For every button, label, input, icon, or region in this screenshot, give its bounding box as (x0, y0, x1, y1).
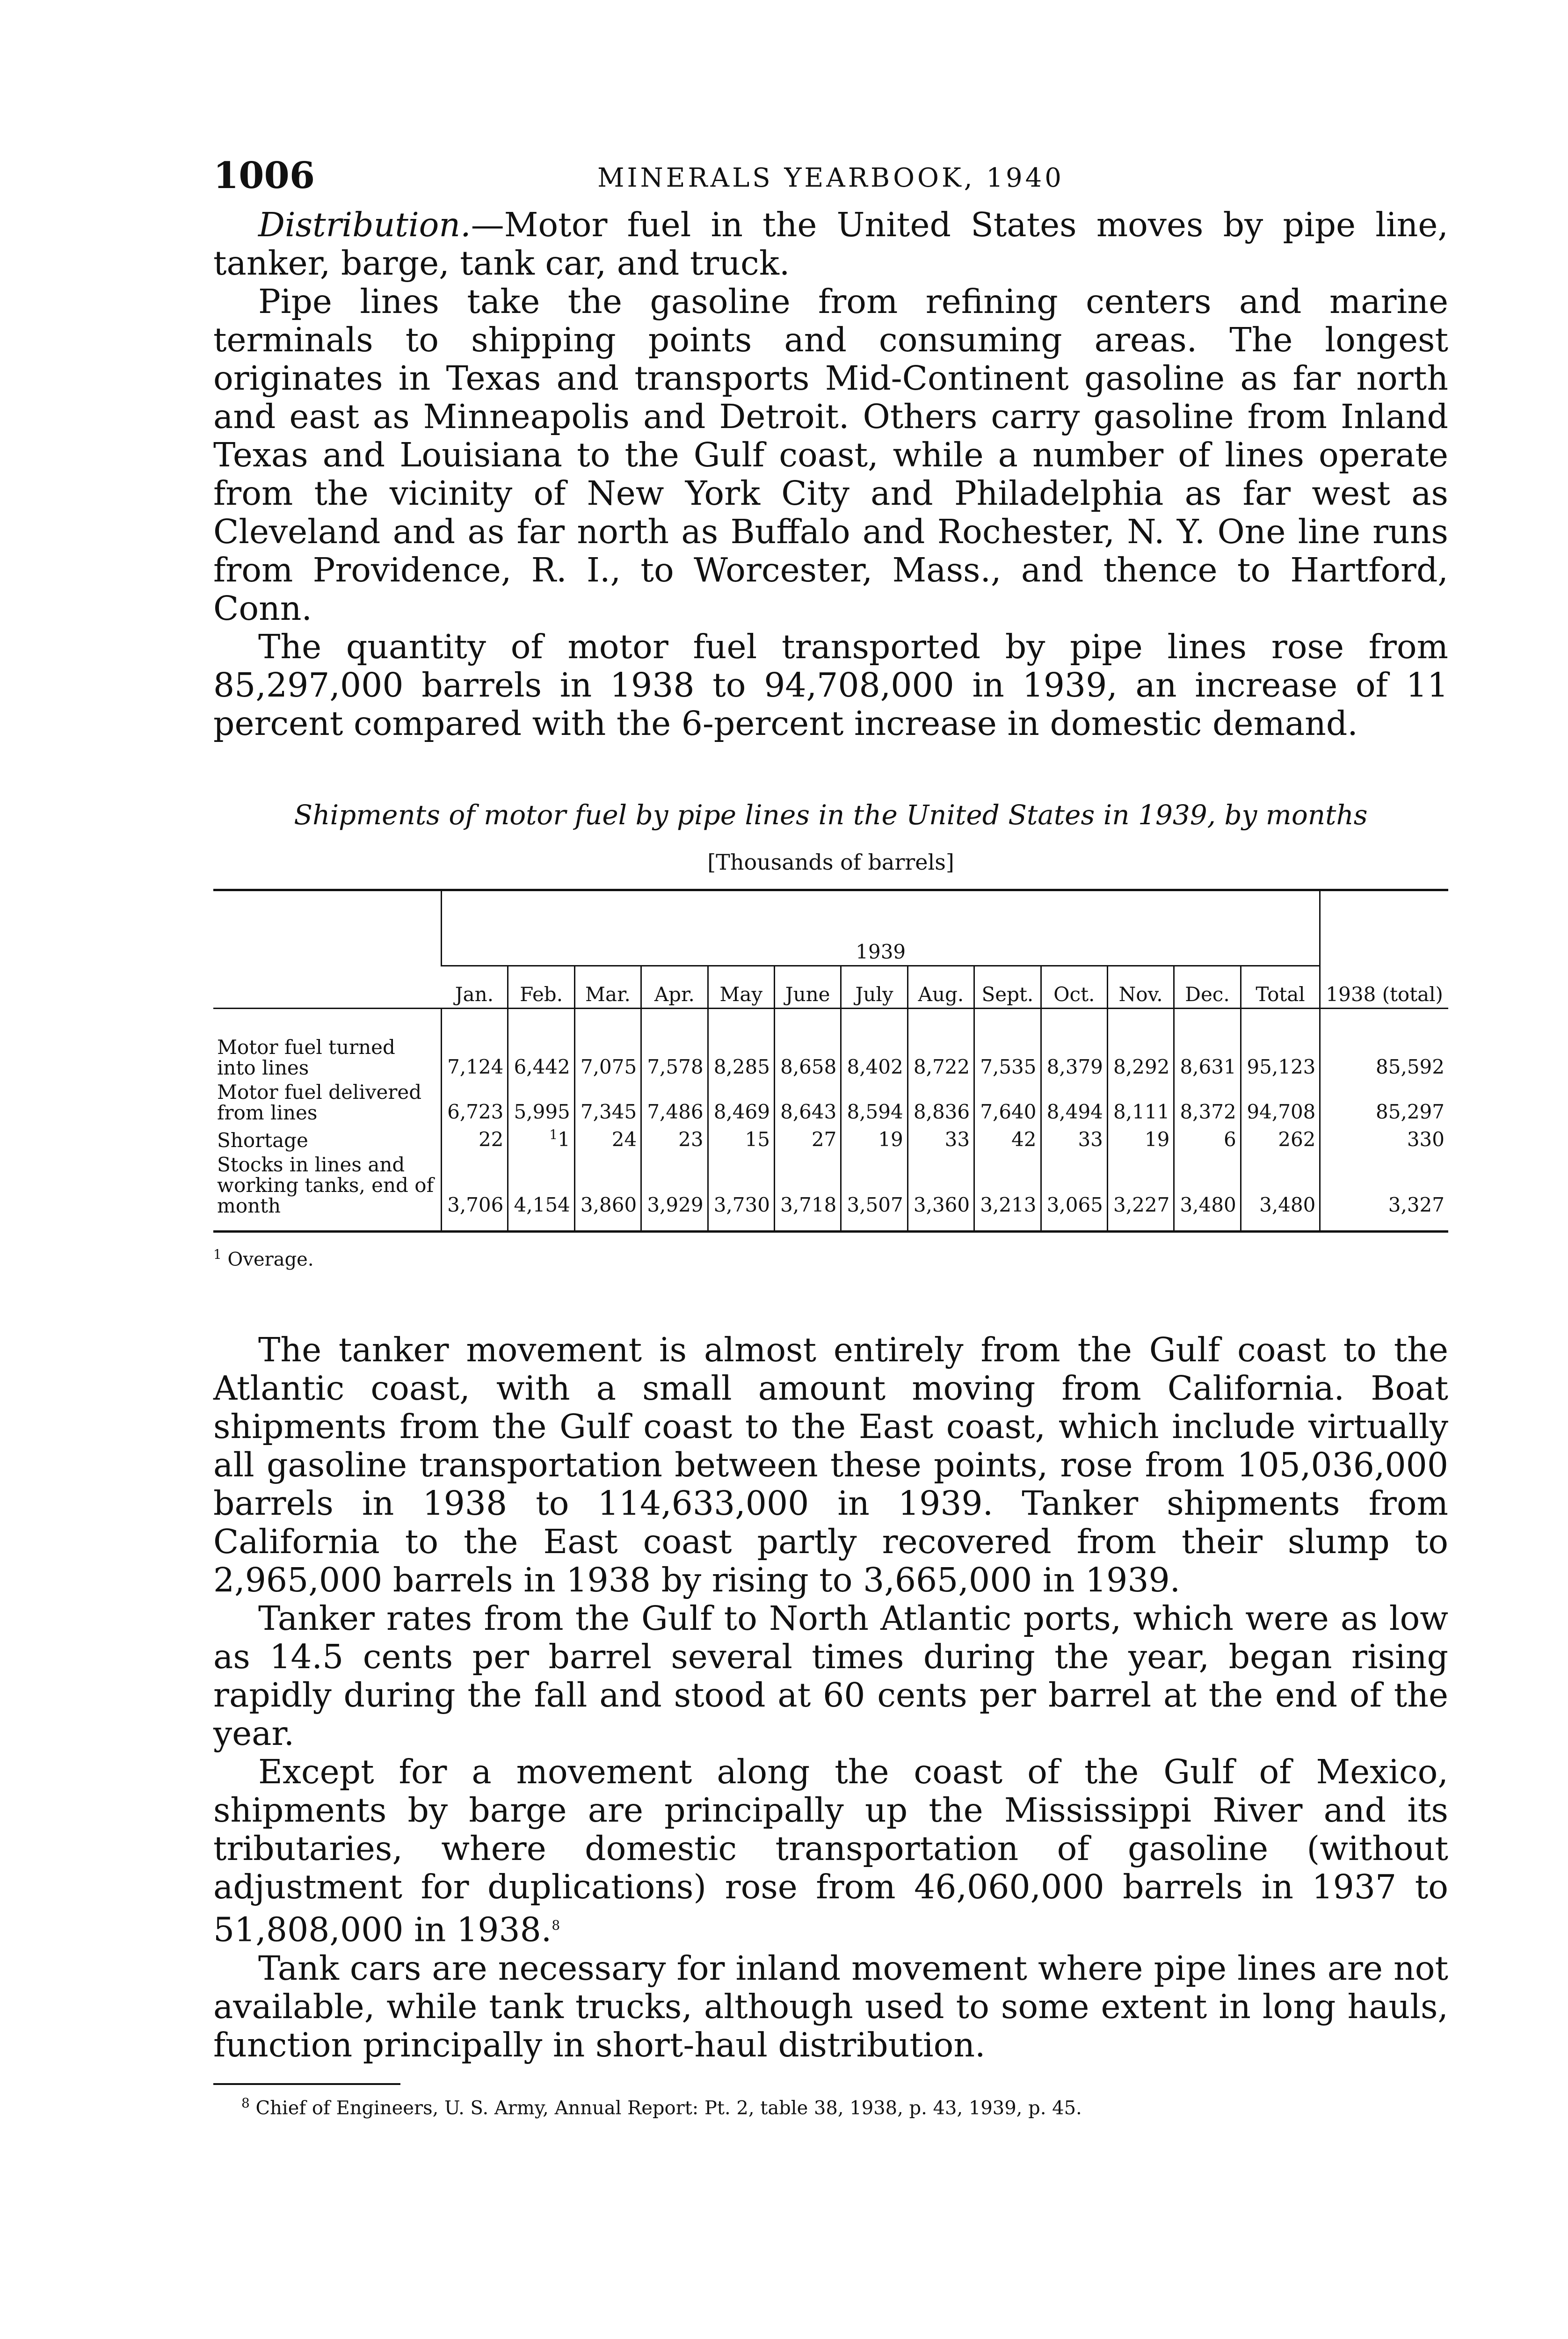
table-cell: 15 (708, 1125, 774, 1153)
table-cell: 19 (1107, 1125, 1174, 1153)
table-cell: 42 (974, 1125, 1041, 1153)
table-cell: 8,469 (708, 1080, 774, 1125)
table-cell (508, 1125, 574, 1153)
page-number: 1006 (213, 154, 315, 197)
table-cell: 22 (442, 1125, 508, 1153)
table-cell: 23 (641, 1125, 708, 1153)
table-cell: 8,285 (708, 1009, 774, 1081)
row-label: Shortage (217, 1129, 308, 1152)
table-cell: 3,706 (442, 1153, 508, 1232)
table-cell: 8,111 (1107, 1080, 1174, 1125)
table-cell: 8,372 (1174, 1080, 1241, 1125)
table-cell: 3,730 (708, 1153, 774, 1232)
table-cell: 8,379 (1041, 1009, 1107, 1081)
table-cell: 85,592 (1320, 1009, 1448, 1081)
row-label: Motor fuel delivered from lines (217, 1081, 422, 1124)
row-label: Stocks in lines and working tanks, end of month (213, 1153, 442, 1232)
table-row (213, 1153, 1448, 1232)
table-cell: 27 (774, 1125, 841, 1153)
footnote-text: Chief of Engineers, U. S. Army, Annual Report: Pt. 2, table 38, 1938, p. 43, 1939, p. 45. (255, 2097, 1082, 2119)
table-cell: 7,486 (641, 1080, 708, 1125)
column-header: Nov. (1107, 966, 1174, 1009)
table-cell: 4,154 (508, 1153, 574, 1232)
table-cell: 95,123 (1241, 1009, 1320, 1081)
running-head (213, 154, 1448, 206)
table-cell: 7,640 (974, 1080, 1041, 1125)
table-cell: 8,292 (1107, 1009, 1174, 1081)
paragraph-tanker: The tanker movement is almost entirely from the Gulf coast to the Atlantic coast, with a small amount moving from California. Boat shipments from the Gulf coast to the East coast, which include virtually all gasoline transportation between these points, rose from 105,036,000 barrels in 1938 to 114,633,000 in 1939. Tanker shipments from California to the East coast partly recovered from their slump to 2,965,000 barrels in 1938 by rising to 3,665,000 in 1939. (213, 1330, 1448, 1600)
table-cell: 8,594 (841, 1080, 907, 1125)
table-cell: 24 (574, 1125, 641, 1153)
table-cell: 3,860 (574, 1153, 641, 1232)
table-cell: 8,631 (1174, 1009, 1241, 1081)
table-cell: 3,227 (1107, 1153, 1174, 1232)
table-footnote-mark: 1 (213, 1247, 222, 1262)
table-row (213, 1080, 1448, 1125)
column-header: Apr. (641, 966, 708, 1009)
paragraph-barge (213, 1753, 1448, 1949)
footnote-divider (213, 2083, 400, 2085)
table-cell: 6,442 (508, 1009, 574, 1081)
paragraph-distribution (213, 206, 1448, 283)
table-cell: 3,065 (1041, 1153, 1107, 1232)
table-cell: 7,124 (442, 1009, 508, 1081)
table-cell: 94,708 (1241, 1080, 1320, 1125)
table-cell: 3,213 (974, 1153, 1041, 1232)
table-cell: 8,643 (774, 1080, 841, 1125)
table-cell: 3,929 (641, 1153, 708, 1232)
table-cell-value: 1 (558, 1128, 570, 1151)
table-cell: 7,345 (574, 1080, 641, 1125)
document-page (213, 154, 1448, 2119)
table-cell: 33 (907, 1125, 974, 1153)
table-cell: 8,402 (841, 1009, 907, 1081)
table-cell: 7,535 (974, 1009, 1041, 1081)
table-cell: 7,075 (574, 1009, 641, 1081)
table-cell: 3,360 (907, 1153, 974, 1232)
footnote (241, 2095, 1448, 2119)
shipments-table (213, 889, 1448, 1233)
table-cell: 6,723 (442, 1080, 508, 1125)
column-header: Mar. (574, 966, 641, 1009)
table-1938-header: 1938 (total) (1320, 890, 1448, 1009)
column-header: Dec. (1174, 966, 1241, 1009)
book-title: MINERALS YEARBOOK, 1940 (597, 163, 1064, 193)
table-cell: 3,507 (841, 1153, 907, 1232)
column-header: June (774, 966, 841, 1009)
row-label: Motor fuel turned into lines (217, 1036, 395, 1079)
column-header: Jan. (442, 966, 508, 1009)
paragraph-tank-cars: Tank cars are necessary for inland movement where pipe lines are not available, while tank trucks, although used to some extent in long hauls, function principally in short-haul distribution. (213, 1948, 1448, 2064)
table-cell: 6 (1174, 1125, 1241, 1153)
table-cell: 8,494 (1041, 1080, 1107, 1125)
table-year-header: 1939 (442, 890, 1320, 966)
table-cell: 5,995 (508, 1080, 574, 1125)
table-footnote (213, 1247, 1448, 1270)
column-header: Oct. (1041, 966, 1107, 1009)
table-cell: 3,480 (1174, 1153, 1241, 1232)
overage-note-mark: 1 (549, 1127, 558, 1142)
footnote-ref-mark: 8 (552, 1918, 560, 1933)
table-cell: 85,297 (1320, 1080, 1448, 1125)
paragraph-quantity: The quantity of motor fuel transported by pipe lines rose from 85,297,000 barrels in 1938 to 94,708,000 in 1939, an increase of 11 percent compared with the 6-percent increase in domestic demand. (213, 627, 1448, 743)
table-units: [Thousands of barrels] (707, 850, 954, 875)
table-cell: 33 (1041, 1125, 1107, 1153)
table-cell: 3,327 (1320, 1153, 1448, 1232)
table-stub-header (213, 890, 442, 1009)
table-cell: 3,480 (1241, 1153, 1320, 1232)
table-cell: 8,658 (774, 1009, 841, 1081)
table-cell: 262 (1241, 1125, 1320, 1153)
paragraph-tanker-rates: Tanker rates from the Gulf to North Atlantic ports, which were as low as 14.5 cents per barrel several times during the year, began rising rapidly during the fall and stood at 60 cents per barrel at the end of the year. (213, 1599, 1448, 1753)
column-header: Feb. (508, 966, 574, 1009)
column-header: July (841, 966, 907, 1009)
footnote-mark: 8 (241, 2095, 250, 2111)
table-cell: 8,836 (907, 1080, 974, 1125)
section-heading: Distribution. (258, 205, 471, 244)
table-caption: Shipments of motor fuel by pipe lines in the United States in 1939, by months (294, 799, 1368, 831)
paragraph-barge-text: Except for a movement along the coast of the Gulf of Mexico, shipments by barge are principally up the Mississippi River and its tributaries, where domestic transportation of gasoline (without adjustment for duplications) rose from 46,060,000 barrels in 1937 to 51,808,000 in 1938. (213, 1752, 1448, 1949)
column-header: Total (1241, 966, 1320, 1009)
table-row (213, 1125, 1448, 1153)
table-cell: 8,722 (907, 1009, 974, 1081)
column-header: Sept. (974, 966, 1041, 1009)
section-lead-text: —Motor fuel in the United States moves by pipe line, tanker, barge, tank car, and truck. (213, 205, 1448, 283)
table-cell: 3,718 (774, 1153, 841, 1232)
column-header: May (708, 966, 774, 1009)
column-header: Aug. (907, 966, 974, 1009)
table-footnote-text: Overage. (227, 1249, 314, 1271)
table-row (213, 1009, 1448, 1081)
table-cell: 7,578 (641, 1009, 708, 1081)
table-cell: 330 (1320, 1125, 1448, 1153)
paragraph-pipe-lines: Pipe lines take the gasoline from refining centers and marine terminals to shipping points and consuming areas. The longest originates in Texas and transports Mid-Continent gasoline as far north and east as Minneapolis and Detroit. Others carry gasoline from Inland Texas and Louisiana to the Gulf coast, while a number of lines operate from the vicinity of New York City and Philadelphia as far west as Cleveland and as far north as Buffalo and Rochester, N. Y. One line runs from Providence, R. I., to Worcester, Mass., and thence to Hartford, Conn. (213, 282, 1448, 628)
table-cell: 19 (841, 1125, 907, 1153)
